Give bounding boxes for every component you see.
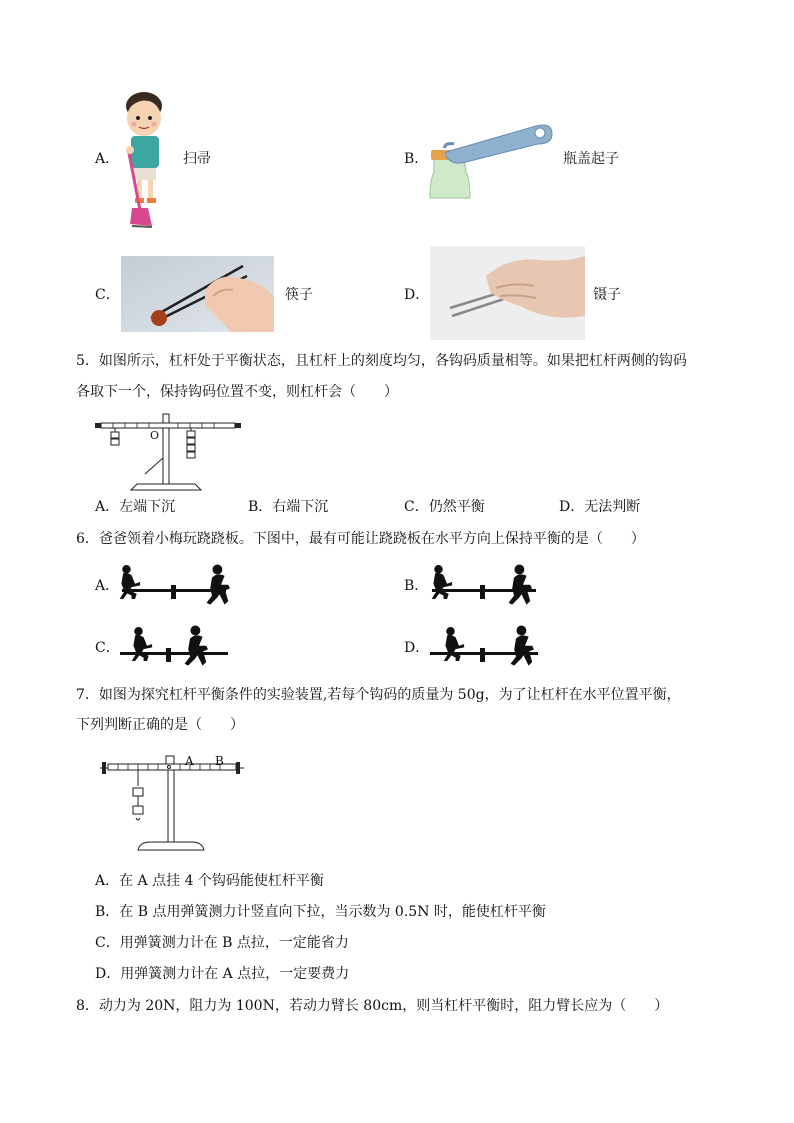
q7-option-a: A．在 A 点挂 4 个钩码能使杠杆平衡 bbox=[95, 873, 324, 889]
option-b-text: 瓶盖起子 bbox=[563, 151, 619, 167]
q8-stem: 8．动力为 20N，阻力为 100N，若动力臂长 80cm，则当杠杆平衡时，阻力臂长应为（ ） bbox=[76, 998, 669, 1014]
q5-stem-line2: 各取下一个，保持钩码位置不变，则杠杆会（ ） bbox=[76, 384, 398, 400]
q6-seesaw-b bbox=[428, 565, 540, 607]
option-d-text: 镊子 bbox=[593, 287, 621, 303]
q5-option-a: A．左端下沉 bbox=[95, 499, 176, 515]
q6-seesaw-a bbox=[118, 565, 230, 607]
option-a-letter: A． bbox=[95, 151, 120, 167]
q7-option-d: D．用弹簧测力计在 A 点拉，一定要费力 bbox=[95, 966, 350, 982]
q5-option-b: B．右端下沉 bbox=[248, 499, 329, 515]
q5-option-c: C．仍然平衡 bbox=[404, 499, 485, 515]
bottle-opener-image bbox=[426, 118, 556, 198]
q6-seesaw-d bbox=[428, 626, 540, 668]
tweezers-photo bbox=[430, 246, 585, 340]
q7-option-c: C．用弹簧测力计在 B 点拉，一定能省力 bbox=[95, 935, 349, 951]
q7-point-b-label: B bbox=[215, 754, 224, 768]
option-d-letter: D． bbox=[404, 287, 430, 303]
q7-stem-line2: 下列判断正确的是（ ） bbox=[76, 717, 244, 733]
chopsticks-photo bbox=[121, 256, 274, 332]
q6-option-d-letter: D． bbox=[404, 640, 430, 656]
boy-sweeping-image bbox=[118, 88, 168, 230]
q6-option-a-letter: A． bbox=[95, 578, 120, 594]
q7-point-a-label: A bbox=[185, 754, 194, 768]
option-b-letter: B． bbox=[404, 151, 429, 167]
q6-seesaw-c bbox=[118, 626, 230, 668]
option-c-text: 筷子 bbox=[285, 287, 313, 303]
q5-pivot-label: O bbox=[150, 429, 160, 442]
q7-option-b: B．在 B 点用弹簧测力计竖直向下拉，当示数为 0.5N 时，能使杠杆平衡 bbox=[95, 904, 546, 920]
q5-lever-figure bbox=[93, 412, 243, 492]
q5-stem-line1: 5．如图所示，杠杆处于平衡状态，且杠杆上的刻度均匀，各钩码质量相等。如果把杠杆两侧的钩码 bbox=[76, 353, 687, 369]
q6-stem: 6．爸爸领着小梅玩跷跷板。下图中，最有可能让跷跷板在水平方向上保持平衡的是（ ） bbox=[76, 531, 645, 547]
q7-stem-line1: 7．如图为探究杠杆平衡条件的实验装置,若每个钩码的质量为 50g，为了让杠杆在水平位置平衡， bbox=[76, 687, 681, 703]
q5-option-d: D．无法判断 bbox=[559, 499, 641, 515]
option-a-text: 扫帚 bbox=[183, 151, 211, 167]
option-c-letter: C． bbox=[95, 287, 120, 303]
q6-option-b-letter: B． bbox=[404, 578, 429, 594]
q6-option-c-letter: C． bbox=[95, 640, 120, 656]
